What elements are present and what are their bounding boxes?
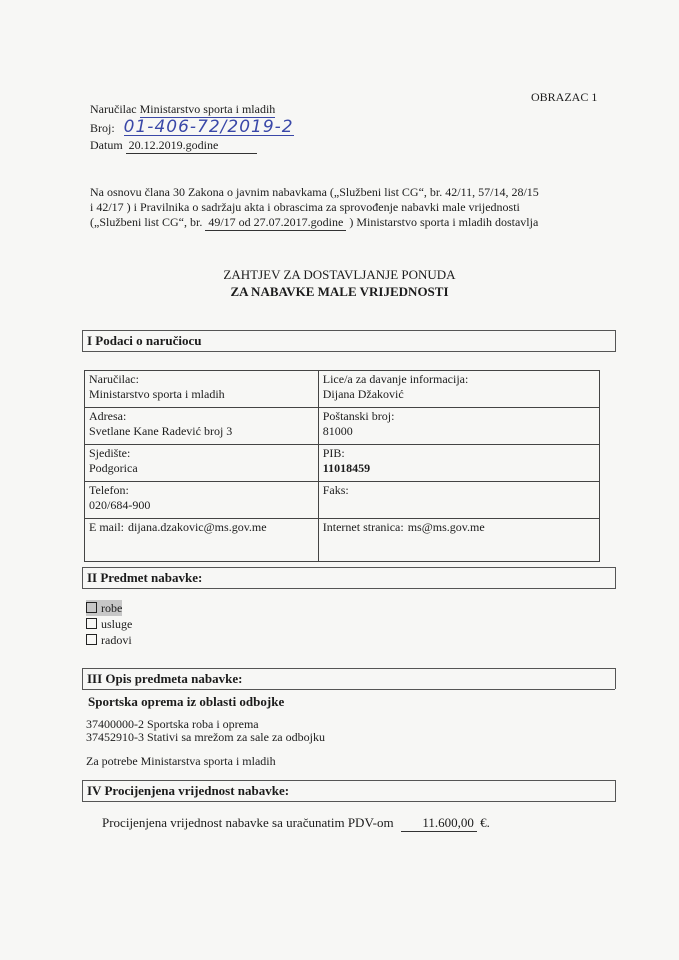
broj-label: Broj: [90, 121, 115, 135]
field-label: Faks: [322, 483, 349, 497]
field-label: Internet stranica: [322, 520, 404, 534]
datum-line [90, 138, 257, 154]
section-2-header [82, 567, 616, 589]
form-label: OBRAZAC 1 [531, 90, 598, 104]
intro-paragraph [90, 185, 610, 231]
left-cell [85, 519, 319, 562]
checkbox-icon[interactable] [86, 634, 97, 645]
section-1-heading: I Podaci o naručiocu [87, 333, 202, 348]
option-usluge[interactable] [86, 616, 132, 632]
field-label: PIB: [322, 446, 345, 460]
estimated-value-text: Procijenjena vrijednost nabavke sa uračunatim PDV-om [102, 815, 394, 830]
estimated-value-amount: 11.600,00 [401, 815, 477, 832]
info-row [85, 408, 600, 445]
document-title [0, 266, 679, 300]
left-cell [85, 445, 319, 482]
right-cell [318, 445, 599, 482]
right-cell [318, 482, 599, 519]
intro-line-1: Na osnovu člana 30 Zakona o javnim nabavkama („Službeni list CG“, br. 42/11, 57/14, 28/15 [90, 185, 539, 199]
right-cell [318, 519, 599, 562]
intro-ref: 49/17 od 27.07.2017.godine [205, 215, 346, 231]
checkbox-icon[interactable] [86, 602, 97, 613]
option-robe-label: robe [101, 601, 123, 615]
cpv-item: 37452910-3 Stativi sa mrežom za sale za odbojku [86, 730, 325, 744]
option-radovi[interactable] [86, 632, 132, 648]
cpv-item: 37400000-2 Sportska roba i oprema [86, 717, 259, 731]
option-robe[interactable] [86, 600, 122, 616]
field-label: Naručilac: [89, 372, 139, 386]
option-radovi-label: radovi [101, 633, 132, 647]
estimated-value-line [102, 815, 490, 832]
title-line-1: ZAHTJEV ZA DOSTAVLJANJE PONUDA [223, 267, 456, 282]
right-cell [318, 371, 599, 408]
cpv-list [86, 718, 615, 744]
title-line-2: ZA NABAVKE MALE VRIJEDNOSTI [230, 284, 449, 299]
predmet-options [86, 600, 132, 648]
purpose: Za potrebe Ministarstva sporta i mladih [86, 754, 276, 768]
info-row [85, 519, 600, 562]
field-value: Svetlane Kane Radević broj 3 [89, 424, 233, 438]
intro-line-3-b: ) Ministarstvo sporta i mladih dostavlja [349, 215, 539, 229]
left-cell [85, 408, 319, 445]
field-value: Ministarstvo sporta i mladih [89, 387, 225, 401]
broj-value: 01-406-72/2019-2 [123, 117, 294, 137]
field-value: 81000 [322, 424, 353, 438]
section-3-body [82, 689, 615, 769]
intro-line-3 [90, 215, 610, 231]
option-usluge-label: usluge [101, 617, 133, 631]
field-value: 11018459 [322, 461, 371, 475]
section-4-header [82, 780, 616, 802]
right-cell [318, 408, 599, 445]
field-value: 020/684-900 [89, 498, 151, 512]
section-4-heading: IV Procijenjena vrijednost nabavke: [87, 783, 290, 798]
subject: Sportska oprema iz oblasti odbojke [88, 694, 285, 709]
narucilac-line [90, 102, 275, 118]
left-cell [85, 482, 319, 519]
field-label: Sjedište: [89, 446, 131, 460]
checkbox-icon[interactable] [86, 618, 97, 629]
section-1-header [82, 330, 616, 352]
estimated-value-currency: €. [480, 815, 490, 830]
intro-line-2: i 42/17 ) i Pravilnika o sadržaju akta i obrascima za sprovođenje nabavki male vrijednosti [90, 200, 520, 214]
broj-line [90, 117, 294, 137]
narucilac-info-table [84, 370, 600, 562]
section-3-heading: III Opis predmeta nabavke: [87, 671, 243, 686]
info-row [85, 445, 600, 482]
info-row [85, 371, 600, 408]
field-value: ms@ms.gov.me [407, 520, 485, 534]
left-cell [85, 371, 319, 408]
section-3-header [82, 668, 616, 689]
field-label: Adresa: [89, 409, 127, 423]
field-label: Poštanski broj: [322, 409, 395, 423]
intro-line-3-a: („Službeni list CG“, br. [90, 215, 203, 229]
datum-value: 20.12.2019.godine [126, 138, 257, 154]
field-label: E mail: [89, 520, 124, 534]
field-value: Dijana Džaković [322, 387, 404, 401]
field-value: dijana.dzakovic@ms.gov.me [128, 520, 267, 534]
narucilac-value: Ministarstvo sporta i mladih [139, 102, 276, 116]
field-value: Podgorica [89, 461, 138, 475]
datum-label: Datum [90, 138, 123, 152]
section-2-heading: II Predmet nabavke: [87, 570, 203, 585]
narucilac-label: Naručilac [90, 102, 137, 116]
field-label: Telefon: [89, 483, 129, 497]
field-label: Lice/a za davanje informacija: [322, 372, 469, 386]
info-row [85, 482, 600, 519]
